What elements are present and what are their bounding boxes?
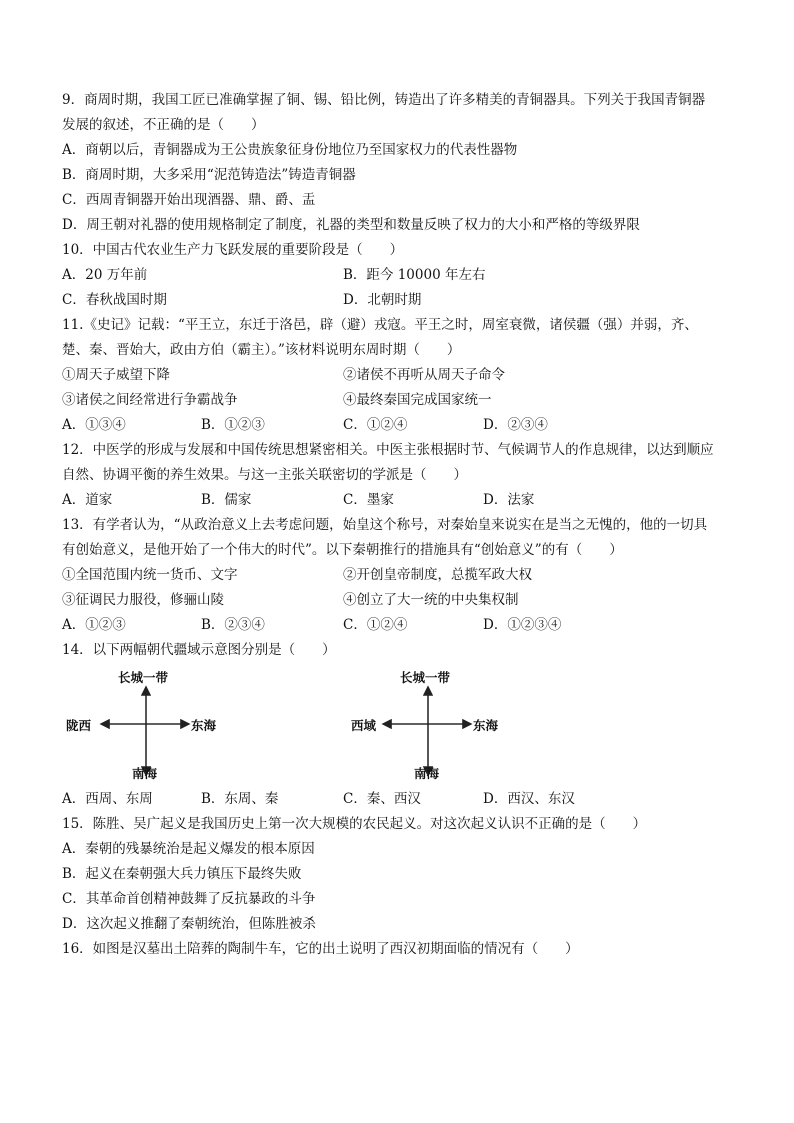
- q13-option-d: D．①②③④: [483, 617, 562, 633]
- q9-stem-line1: 9．商周时期，我国工匠已准确掌握了铜、锡、铅比例，铸造出了许多精美的青铜器具。下列关于我国青铜器: [62, 92, 706, 108]
- q10-option-c: C．春秋战国时期: [62, 292, 167, 308]
- q16-stem: 16．如图是汉墓出土陪葬的陶制牛车，它的出土说明了西汉初期面临的情况有（ ）: [62, 941, 579, 957]
- q13-item-2: ②开创皇帝制度，总揽军政大权: [343, 567, 532, 583]
- map-south-label: 南海: [132, 766, 158, 781]
- q10-option-b: B．距今 10000 年左右: [343, 267, 486, 283]
- q9-option-b: B．商周时期，大多采用“泥范铸造法”铸造青铜器: [62, 167, 356, 183]
- q13-stem-line1: 13．有学者认为，“从政治意义上去考虑问题，始皇这个称号，对秦始皇来说实在是当之无愧的，他的一切具: [62, 517, 708, 533]
- q12-stem-line2: 自然、协调平衡的养生效果。与这一主张关联密切的学派是（ ）: [62, 467, 467, 483]
- q14-map-left: [66, 666, 246, 786]
- q15-option-c: C．其革命首创精神鼓舞了反抗暴政的斗争: [62, 891, 316, 907]
- q15-stem: 15．陈胜、吴广起义是我国历史上第一次大规模的农民起义。对这次起义认识不正确的是（ ）: [62, 816, 647, 832]
- q11-stem-line2: 楚、秦、晋始大，政由方伯（霸主）。”该材料说明东周时期（ ）: [62, 342, 461, 358]
- q9-option-a: A．商朝以后，青铜器成为王公贵族象征身份地位乃至国家权力的代表性器物: [62, 142, 518, 158]
- q11-item-2: ②诸侯不再听从周天子命令: [343, 367, 505, 383]
- q12-option-a: A．道家: [62, 492, 113, 508]
- q14-option-b: B．东周、秦: [201, 791, 279, 807]
- q13-item-4: ④创立了大一统的中央集权制: [343, 592, 519, 608]
- q12-option-b: B．儒家: [201, 492, 252, 508]
- q11-item-1: ①周天子威望下降: [62, 367, 170, 383]
- q13-item-3: ③征调民力服役，修骊山陵: [62, 592, 224, 608]
- map-north-label: 长城一带: [118, 670, 169, 685]
- q9-stem-line2: 发展的叙述，不正确的是（ ）: [62, 117, 265, 133]
- q12-option-c: C．墨家: [343, 492, 394, 508]
- q11-item-3: ③诸侯之间经常进行争霸战争: [62, 392, 238, 408]
- q14-map-right: [348, 666, 528, 786]
- q14-stem: 14．以下两幅朝代疆域示意图分别是（ ）: [62, 642, 336, 658]
- map-west-label: 陇西: [66, 718, 92, 733]
- q13-item-1: ①全国范围内统一货币、文字: [62, 567, 238, 583]
- q12-stem-line1: 12．中医学的形成与发展和中国传统思想紧密相关。中医主张根据时节、气候调节人的作息规律，以达到顺应: [62, 442, 714, 458]
- map-east-label: 东海: [191, 718, 217, 733]
- q11-stem-line1: 11.《史记》记载：“平王立，东迁于洛邑，辟（避）戎寇。平王之时，周室衰微，诸侯疆（强）并弱，齐、: [62, 317, 698, 333]
- q10-option-a: A．20 万年前: [62, 267, 148, 283]
- q10-option-d: D．北朝时期: [343, 292, 422, 308]
- q10-stem: 10．中国古代农业生产力飞跃发展的重要阶段是（ ）: [62, 242, 404, 258]
- q14-option-d: D．西汉、东汉: [483, 791, 575, 807]
- q11-item-4: ④最终秦国完成国家统一: [343, 392, 492, 408]
- q11-option-c: C．①②④: [343, 417, 408, 433]
- q13-option-a: A．①②③: [62, 617, 126, 633]
- q13-option-b: B．②③④: [201, 617, 265, 633]
- map-west-label: 西域: [351, 718, 377, 733]
- q15-option-b: B．起义在秦朝强大兵力镇压下最终失败: [62, 866, 302, 882]
- map-south-label: 南海: [414, 766, 440, 781]
- q14-option-c: C．秦、西汉: [343, 791, 421, 807]
- map-north-label: 长城一带: [400, 670, 451, 685]
- q12-option-d: D．法家: [483, 492, 535, 508]
- q11-option-a: A．①③④: [62, 417, 126, 433]
- q13-stem-line2: 有创始意义，是他开始了一个伟大的时代”。以下秦朝推行的措施具有“创始意义”的有（ ）: [62, 542, 623, 558]
- q9-option-c: C．西周青铜器开始出现酒器、鼎、爵、盂: [62, 192, 316, 208]
- q15-option-d: D．这次起义推翻了秦朝统治，但陈胜被杀: [62, 916, 316, 932]
- q11-option-b: B．①②③: [201, 417, 265, 433]
- q14-option-a: A．西周、东周: [62, 791, 153, 807]
- map-east-label: 东海: [473, 718, 499, 733]
- q9-option-d: D．周王朝对礼器的使用规格制定了制度，礼器的类型和数量反映了权力的大小和严格的等级界限: [62, 217, 640, 233]
- q15-option-a: A．秦朝的残暴统治是起义爆发的根本原因: [62, 841, 315, 857]
- q11-option-d: D．②③④: [483, 417, 548, 433]
- q13-option-c: C．①②④: [343, 617, 408, 633]
